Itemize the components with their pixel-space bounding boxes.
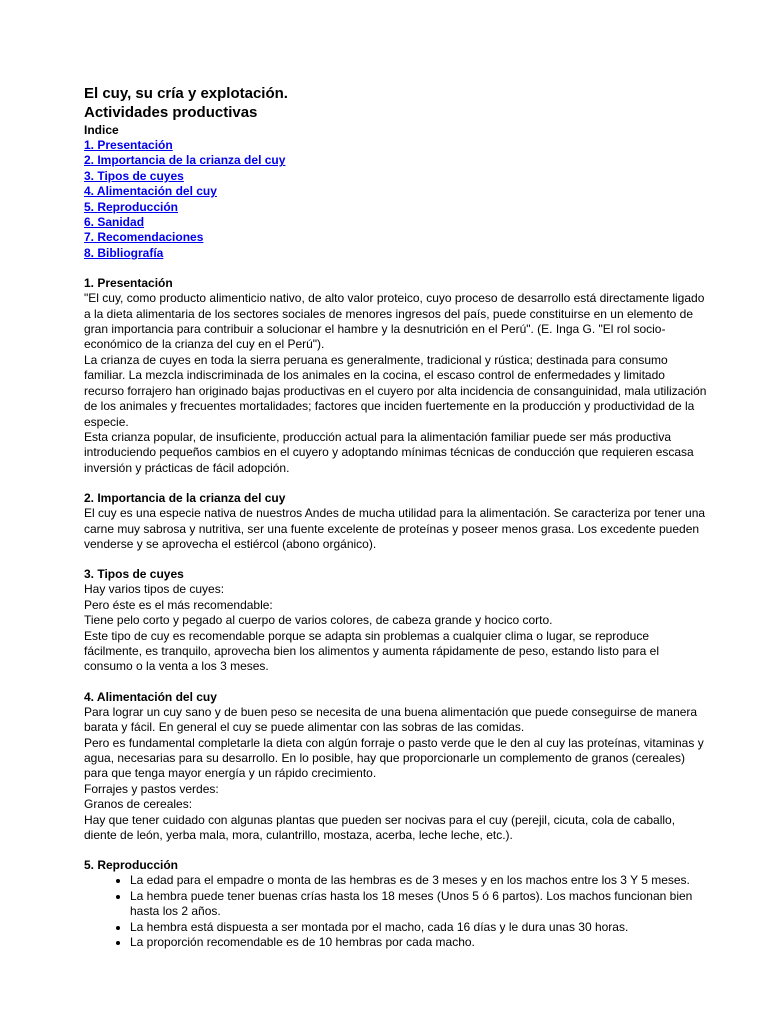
section-heading: 1. Presentación [84,276,173,291]
toc-link-presentacion[interactable]: 1. Presentación [84,138,173,152]
section-presentacion [84,276,708,476]
toc-item [84,246,708,261]
section-heading: 5. Reproducción [84,858,179,873]
paragraph: Hay que tener cuidado con algunas plantas que pueden ser nocivas para el cuy (perejil, cicuta, cola de caballo, diente de león, yerba mala, mora, culantrillo, mostaza, acerba, leche leche, etc.). [84,812,676,843]
toc-item [84,230,708,245]
paragraph: Esta crianza popular, de insuficiente, producción actual para la alimentación familiar puede ser más productiva introduciendo pequeños cambios en el cuyero y adoptando mínimas técnicas de conducción que requieren escasa inversión y prácticas de fácil adopción. [84,429,694,475]
paragraph: Este tipo de cuy es recomendable porque se adapta sin problemas a cualquier clima o lugar, se reproduce fácilmente, es tranquilo, aprovecha bien los alimentos y aumenta rápidamente de peso, estando listo para el consumo o la venta a los 3 meses. [84,628,660,674]
list-item: • La hembra puede tener buenas crías hasta los 18 meses (Unos 5 ó 6 partos). Los machos funcionan bien hasta los 2 años. [130,889,708,920]
paragraph: Pero es fundamental completarle la dieta con algún forraje o pasto verde que le den al cuy las proteínas, vitaminas y agua, necesarias para su desarrollo. En lo posible, hay que proporcionarle un complemento de granos (cereales) para que tenga mayor energía y un rápido crecimiento. [84,735,704,781]
section-importancia [84,491,708,552]
toc-item [84,200,708,215]
toc-item [84,215,708,230]
toc-link-recomendaciones[interactable]: 7. Recomendaciones [84,230,204,245]
section-heading: 3. Tipos de cuyes [84,567,184,582]
paragraph: Para lograr un cuy sano y de buen peso se necesita de una buena alimentación que puede conseguirse de manera barata y fácil. En general el cuy se puede alimentar con las sobras de las comidas. [84,704,698,735]
index-heading: Indice [84,123,119,137]
title-line-2: Actividades productivas [84,104,258,121]
document-title [84,84,708,122]
paragraph: Pero éste es el más recomendable: [84,597,273,612]
section-heading: 2. Importancia de la crianza del cuy [84,491,286,506]
section-alimentacion [84,690,708,844]
list-item: • La hembra está dispuesta a ser montada por el macho, cada 16 días y le dura unas 30 horas. [130,920,708,935]
table-of-contents [84,138,708,261]
list-item: • La proporción recomendable es de 10 hembras por cada macho. [130,935,708,950]
paragraph: La crianza de cuyes en toda la sierra peruana es generalmente, tradicional y rústica; destinada para consumo familiar. La mezcla indiscriminada de los animales en la cocina, el escaso control de enfermedades y limitado recurso forrajero han originado bajas productivas en el cuyero por alta incidencia de consanguinidad, mala utilización de los animales y frecuentes mortalidades; factores que inciden fuertemente en la producción y productividad de la especie. [84,352,707,429]
toc-item [84,138,708,153]
title-line-1: El cuy, su cría y explotación. [84,85,288,102]
toc-link-tipos[interactable]: 3. Tipos de cuyes [84,168,184,183]
section-reproduccion [84,858,708,950]
section-heading: 4. Alimentación del cuy [84,689,217,704]
toc-link-importancia[interactable]: 2. Importancia de la crianza del cuy [84,153,286,168]
toc-item [84,153,708,168]
paragraph: El cuy es una especie nativa de nuestros Andes de mucha utilidad para la alimentación. Se caracteriza por tener una carne muy sabrosa y nutritiva, ser una fuente excelente de proteínas y poseer menos grasa. Los excedente pueden venderse y se aprovecha el estiércol (abono orgánico). [84,506,706,551]
toc-item [84,169,708,184]
paragraph: Hay varios tipos de cuyes: [84,582,225,597]
bullet-list [84,873,708,950]
paragraph: "El cuy, como producto alimenticio nativo, de alto valor proteico, cuyo proceso de desarrollo está directamente ligado a la dieta alimentaria de los sectores sociales de menores ingresos del país, puede constituirse en un elemento de gran importancia para contribuir a solucionar el hambre y la desnutrición en el Perú". (E. Inga G. "El rol socio-económico de la crianza del cuy en el Perú"). [84,291,705,352]
paragraph: Tiene pelo corto y pegado al cuerpo de varios colores, de cabeza grande y hocico corto. [84,613,553,628]
paragraph: Forrajes y pastos verdes: [84,781,219,796]
toc-link-alimentacion[interactable]: 4. Alimentación del cuy [84,184,217,199]
list-item: • La edad para el empadre o monta de las hembras es de 3 meses y en los machos entre los 3 Y 5 meses. [130,873,708,888]
toc-item [84,184,708,199]
toc-link-sanidad[interactable]: 6. Sanidad [84,215,145,230]
toc-link-bibliografia[interactable]: 8. Bibliografía [84,245,164,260]
section-tipos [84,567,708,674]
toc-link-reproduccion[interactable]: 5. Reproducción [84,199,179,214]
paragraph: Granos de cereales: [84,797,193,812]
